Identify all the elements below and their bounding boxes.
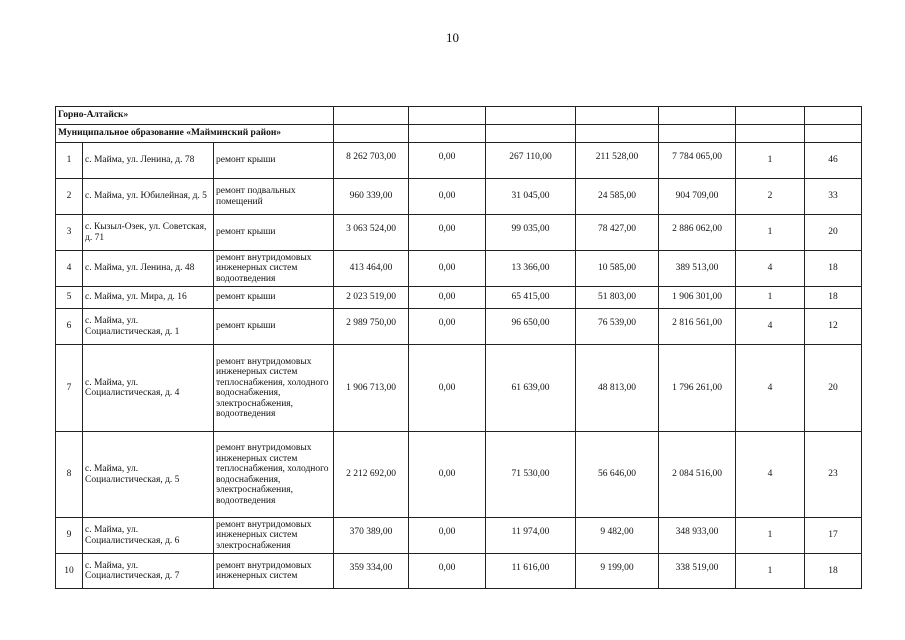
row-value: 20 — [805, 215, 862, 251]
row-value: 12 — [805, 309, 862, 345]
row-address: с. Майма, ул. Социалистическая, д. 5 — [83, 432, 214, 518]
table-row — [56, 287, 862, 309]
row-work-type: ремонт крыши — [214, 215, 334, 251]
table-row — [56, 554, 862, 589]
row-total-cost: 413 464,00 — [334, 251, 409, 287]
table-row — [56, 345, 862, 432]
row-number: 3 — [56, 215, 83, 251]
row-address: с. Майма, ул. Юбилейная, д. 5 — [83, 179, 214, 215]
row-value: 2 816 561,00 — [659, 309, 736, 345]
row-work-type: ремонт внутридомовых инженерных систем электроснабжения — [214, 518, 334, 554]
section-row — [56, 125, 862, 143]
row-value: 13 366,00 — [486, 251, 576, 287]
row-value: 65 415,00 — [486, 287, 576, 309]
repair-program-table — [55, 106, 862, 589]
row-value: 0,00 — [409, 287, 486, 309]
row-value: 99 035,00 — [486, 215, 576, 251]
row-value: 18 — [805, 251, 862, 287]
row-value: 78 427,00 — [576, 215, 659, 251]
table-row — [56, 518, 862, 554]
row-value: 23 — [805, 432, 862, 518]
row-value: 1 906 301,00 — [659, 287, 736, 309]
row-address: с. Майма, ул. Социалистическая, д. 4 — [83, 345, 214, 432]
row-number: 1 — [56, 143, 83, 179]
row-total-cost: 2 989 750,00 — [334, 309, 409, 345]
row-value: 1 796 261,00 — [659, 345, 736, 432]
row-address: с. Кызыл-Озек, ул. Советская, д. 71 — [83, 215, 214, 251]
row-total-cost: 2 212 692,00 — [334, 432, 409, 518]
row-value: 11 974,00 — [486, 518, 576, 554]
row-value: 1 — [736, 287, 805, 309]
row-value: 389 513,00 — [659, 251, 736, 287]
row-work-type: ремонт крыши — [214, 287, 334, 309]
row-value: 0,00 — [409, 554, 486, 589]
row-work-type: ремонт внутридомовых инженерных систем водоотведения — [214, 251, 334, 287]
row-value: 267 110,00 — [486, 143, 576, 179]
row-number: 2 — [56, 179, 83, 215]
table-row — [56, 143, 862, 179]
table-row — [56, 215, 862, 251]
row-value: 61 639,00 — [486, 345, 576, 432]
row-total-cost: 8 262 703,00 — [334, 143, 409, 179]
row-value: 0,00 — [409, 345, 486, 432]
row-value: 4 — [736, 432, 805, 518]
row-value: 0,00 — [409, 179, 486, 215]
row-value: 348 933,00 — [659, 518, 736, 554]
row-total-cost: 359 334,00 — [334, 554, 409, 589]
row-address: с. Майма, ул. Социалистическая, д. 1 — [83, 309, 214, 345]
row-value: 4 — [736, 251, 805, 287]
table-row — [56, 179, 862, 215]
row-value: 0,00 — [409, 309, 486, 345]
row-number: 9 — [56, 518, 83, 554]
row-value: 46 — [805, 143, 862, 179]
row-value: 0,00 — [409, 143, 486, 179]
section-title: Горно-Алтайск» — [56, 107, 334, 125]
page-number: 10 — [446, 30, 459, 45]
row-value: 51 803,00 — [576, 287, 659, 309]
row-work-type: ремонт внутридомовых инженерных систем теплоснабжения, холодного водоснабжения, электроснабжения, водоотведения — [214, 432, 334, 518]
table-row — [56, 309, 862, 345]
row-value: 33 — [805, 179, 862, 215]
row-value: 71 530,00 — [486, 432, 576, 518]
row-value: 17 — [805, 518, 862, 554]
row-value: 31 045,00 — [486, 179, 576, 215]
row-value: 211 528,00 — [576, 143, 659, 179]
row-value: 2 084 516,00 — [659, 432, 736, 518]
row-value: 0,00 — [409, 215, 486, 251]
row-value: 7 784 065,00 — [659, 143, 736, 179]
row-work-type: ремонт крыши — [214, 143, 334, 179]
row-value: 9 482,00 — [576, 518, 659, 554]
table-row — [56, 432, 862, 518]
row-value: 4 — [736, 309, 805, 345]
row-total-cost: 370 389,00 — [334, 518, 409, 554]
row-number: 6 — [56, 309, 83, 345]
row-value: 56 646,00 — [576, 432, 659, 518]
row-address: с. Майма, ул. Ленина, д. 48 — [83, 251, 214, 287]
table-row — [56, 251, 862, 287]
row-value: 9 199,00 — [576, 554, 659, 589]
row-value: 96 650,00 — [486, 309, 576, 345]
row-value: 1 — [736, 215, 805, 251]
row-value: 2 886 062,00 — [659, 215, 736, 251]
row-number: 7 — [56, 345, 83, 432]
row-address: с. Майма, ул. Социалистическая, д. 7 — [83, 554, 214, 589]
row-total-cost: 2 023 519,00 — [334, 287, 409, 309]
row-number: 10 — [56, 554, 83, 589]
row-total-cost: 960 339,00 — [334, 179, 409, 215]
row-work-type: ремонт подвальных помещений — [214, 179, 334, 215]
row-value: 10 585,00 — [576, 251, 659, 287]
row-value: 20 — [805, 345, 862, 432]
row-number: 4 — [56, 251, 83, 287]
row-address: с. Майма, ул. Социалистическая, д. 6 — [83, 518, 214, 554]
row-value: 0,00 — [409, 251, 486, 287]
section-title: Муниципальное образование «Майминский район» — [56, 125, 334, 143]
row-work-type: ремонт крыши — [214, 309, 334, 345]
row-value: 0,00 — [409, 518, 486, 554]
row-total-cost: 1 906 713,00 — [334, 345, 409, 432]
row-number: 8 — [56, 432, 83, 518]
section-row — [56, 107, 862, 125]
row-number: 5 — [56, 287, 83, 309]
row-value: 0,00 — [409, 432, 486, 518]
row-value: 18 — [805, 287, 862, 309]
row-value: 76 539,00 — [576, 309, 659, 345]
row-value: 1 — [736, 518, 805, 554]
row-value: 1 — [736, 554, 805, 589]
row-value: 18 — [805, 554, 862, 589]
row-address: с. Майма, ул. Мира, д. 16 — [83, 287, 214, 309]
row-value: 48 813,00 — [576, 345, 659, 432]
row-value: 24 585,00 — [576, 179, 659, 215]
row-work-type: ремонт внутридомовых инженерных систем — [214, 554, 334, 589]
row-value: 338 519,00 — [659, 554, 736, 589]
row-value: 11 616,00 — [486, 554, 576, 589]
row-work-type: ремонт внутридомовых инженерных систем теплоснабжения, холодного водоснабжения, электроснабжения, водоотведения — [214, 345, 334, 432]
row-address: с. Майма, ул. Ленина, д. 78 — [83, 143, 214, 179]
row-value: 4 — [736, 345, 805, 432]
row-value: 904 709,00 — [659, 179, 736, 215]
row-total-cost: 3 063 524,00 — [334, 215, 409, 251]
row-value: 2 — [736, 179, 805, 215]
row-value: 1 — [736, 143, 805, 179]
